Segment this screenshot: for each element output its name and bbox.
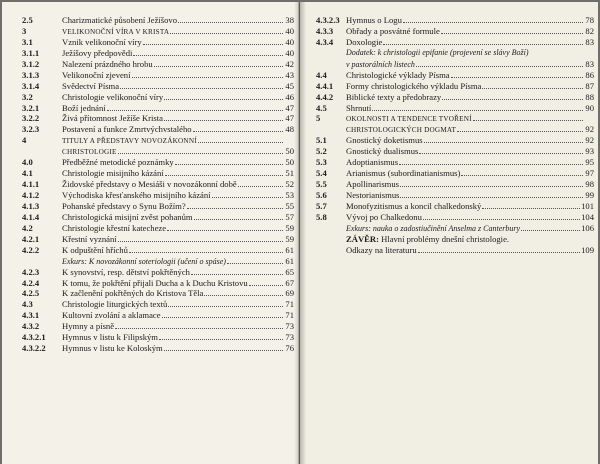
toc-entry-page: 47: [285, 113, 294, 124]
toc-entry-number: 4.1: [22, 168, 33, 179]
toc-entry-page: 73: [285, 321, 294, 332]
toc-entry-title: Exkurs: nauka o zadostiučinění Anselma z Canterbury: [346, 223, 521, 233]
toc-entry: [22, 278, 294, 289]
toc-entry-page: 53: [285, 190, 294, 200]
toc-leader-dots: [165, 168, 283, 176]
toc-leader-dots: [530, 48, 583, 55]
toc-entry-page: 95: [585, 157, 594, 168]
toc-entry-page: 71: [285, 299, 294, 310]
toc-entry-number: 4.2.3: [22, 266, 40, 277]
toc-entry-page: 92: [585, 135, 594, 146]
toc-entry-number: 3.2.2: [22, 113, 40, 124]
toc-entry-title: Nestorianismus: [346, 190, 400, 200]
toc-entry-number: 5.2: [316, 146, 327, 157]
toc-entry: [22, 179, 294, 190]
toc-entry: [22, 245, 294, 256]
toc-entry-number: 4.3.2.2: [22, 343, 46, 354]
toc-leader-dots: [168, 299, 283, 307]
right-page: [300, 2, 598, 464]
toc-entry-page: 109: [581, 244, 594, 255]
toc-leader-dots: [194, 212, 283, 220]
toc-entry-page: 46: [285, 91, 294, 102]
toc-leader-dots: [115, 321, 283, 329]
toc-entry: [316, 245, 594, 256]
toc-entry-number: 4.4.2: [316, 91, 334, 102]
toc-entry-number: 4.1.4: [22, 211, 40, 222]
toc-entry-number: 4.3.4: [316, 36, 334, 47]
toc-leader-dots: [204, 288, 283, 296]
toc-entry-title: Christologie křestní katecheze: [62, 222, 167, 233]
toc-leader-dots: [118, 146, 283, 154]
toc-entry-page: 98: [585, 179, 594, 190]
toc-entry-page: 83: [585, 36, 594, 47]
toc-entry-page: 40: [285, 36, 294, 47]
toc-entry: [22, 267, 294, 278]
toc-leader-dots: [118, 234, 283, 242]
toc-leader-dots: [191, 267, 283, 275]
toc-entry-title: Východiska křesťanského misijního kázání: [62, 190, 211, 200]
toc-entry: [316, 26, 594, 37]
toc-entry-page: 78: [585, 15, 594, 25]
toc-leader-dots: [441, 26, 583, 34]
toc-entry-page: 87: [585, 80, 594, 91]
toc-entry: [316, 124, 594, 135]
toc-entry-title: Předběžné metodické poznámky: [62, 157, 174, 168]
toc-entry-title: Biblické texty a předobrazy: [346, 91, 442, 102]
toc-entry-title: Charizmatické působení Ježíšovo: [62, 15, 178, 25]
toc-entry-page: 88: [585, 91, 594, 102]
toc-entry-title: K začlenění pokřtěných do Kristova Těla: [62, 288, 204, 299]
toc-entry-number: 2.5: [22, 15, 33, 25]
toc-entry-page: 61: [285, 255, 294, 266]
toc-entry-title: Christologické výklady Písma: [346, 69, 450, 80]
toc-leader-dots: [193, 124, 283, 132]
toc-entry-page: 99: [585, 190, 594, 200]
toc-entry-number: 3.2: [22, 91, 33, 102]
toc-entry: [22, 26, 294, 37]
toc-entry: [22, 103, 294, 114]
toc-entry-title: K synovství, resp. dětství pokřtěných: [62, 266, 190, 277]
toc-entry-title: Hymnus v listu k Filipským: [62, 332, 158, 343]
toc-entry: [316, 146, 594, 157]
toc-entry-page: 50: [285, 146, 294, 157]
toc-entry: [22, 113, 294, 124]
toc-entry-page: 67: [285, 277, 294, 288]
toc-entry: [22, 201, 294, 212]
toc-entry: [22, 48, 294, 59]
toc-entry-number: 4.1.2: [22, 190, 40, 200]
toc-entry-title: Doxologie: [346, 36, 383, 47]
toc-entry-title: Odkazy na literaturu: [346, 244, 417, 255]
toc-entry-page: 57: [285, 211, 294, 222]
toc-entry-number: 5.8: [316, 211, 327, 222]
toc-entry-page: 101: [581, 200, 594, 211]
toc-entry-title: Velikonoční zjevení: [62, 69, 131, 80]
toc-entry-number: 4.1.3: [22, 200, 40, 211]
toc-leader-dots: [187, 201, 283, 209]
toc-entry: [22, 92, 294, 103]
toc-entry-title: v pastorálních listech: [346, 59, 415, 69]
toc-leader-dots: [400, 179, 583, 187]
toc-entry-title: Hymnus v listu ke Koloským: [62, 343, 163, 354]
toc-entry-page: 83: [585, 58, 594, 69]
toc-entry: [22, 15, 294, 26]
toc-entry: [22, 135, 294, 146]
toc-entry: [22, 288, 294, 299]
toc-leader-dots: [167, 223, 283, 231]
toc-entry-page: 42: [285, 58, 294, 69]
toc-entry-title: Formy christologického výkladu Písma: [346, 80, 482, 91]
toc-entry-title: Ježíšovy předpovědi: [62, 47, 133, 58]
toc-entry-number: 4.2: [22, 222, 33, 233]
toc-leader-dots: [510, 235, 583, 242]
toc-leader-dots: [400, 190, 583, 198]
toc-entry-number: 5: [316, 113, 321, 124]
toc-entry-page: 51: [285, 168, 294, 179]
toc-entry: [22, 157, 294, 168]
toc-leader-dots: [482, 201, 580, 209]
toc-entry: [22, 190, 294, 201]
toc-entry-number: 4.2.5: [22, 288, 40, 299]
toc-entry: [22, 168, 294, 179]
toc-entry-title: ZÁVĚR: Hlavní problémy dnešní christologie.: [346, 233, 510, 244]
toc-entry-page: 82: [585, 25, 594, 36]
toc-entry: [316, 190, 594, 201]
toc-entry-title: CHRISTOLOGICKÝCH DOGMAT: [346, 126, 457, 135]
toc-leader-dots: [178, 15, 283, 23]
toc-entry: [316, 48, 594, 59]
toc-leader-dots: [482, 81, 583, 89]
toc-leader-dots: [372, 103, 583, 111]
toc-entry-title: Svědectví Písma: [62, 80, 120, 91]
toc-entry-title: Židovské představy o Mesiáši v novozákonní době: [62, 179, 237, 190]
toc-entry-title: Gnostický dualismus: [346, 146, 419, 157]
toc-entry: [316, 37, 594, 48]
toc-entry: [316, 15, 594, 26]
toc-entry-page: 40: [285, 47, 294, 58]
toc-leader-dots: [442, 92, 583, 100]
toc-entry-title: Exkurs: K novozákonní soteriologii (učení o spáse): [62, 256, 226, 266]
toc-leader-dots: [164, 343, 283, 351]
toc-entry-page: 55: [285, 200, 294, 211]
toc-entry-title: K tomu, že pokřtění přijali Ducha a k Duchu Kristovu: [62, 277, 248, 288]
toc-entry-title: Boží jednání: [62, 102, 106, 113]
toc-leader-dots: [164, 92, 283, 100]
toc-entry-number: 4: [22, 135, 27, 146]
toc-leader-dots: [451, 70, 583, 78]
toc-entry-title: Živá přítomnost Ježíše Krista: [62, 113, 163, 124]
toc-entry-number: 4.4.1: [316, 80, 334, 91]
toc-entry-number: 3.1.4: [22, 80, 40, 91]
toc-leader-dots: [198, 135, 283, 143]
toc-leader-dots: [129, 245, 283, 253]
toc-entry-title: VELIKONOČNÍ VÍRA V KRISTA: [62, 27, 170, 36]
left-page: [2, 2, 299, 464]
toc-leader-dots: [419, 146, 583, 154]
toc-entry-title: OKOLNOSTI A TENDENCE TVOŘENÍ: [346, 115, 472, 124]
toc-entry: [22, 310, 294, 321]
toc-entry-title: Pohanské představy o Synu Božím?: [62, 200, 186, 211]
toc-entry-page: 86: [585, 69, 594, 80]
toc-entry-number: 4.5: [316, 102, 327, 113]
toc-entry-number: 4.3.3: [316, 25, 334, 36]
toc-entry-page: 104: [581, 211, 594, 222]
toc-entry-page: 73: [285, 332, 294, 343]
toc-entry-title: Křestní vyznání: [62, 233, 117, 244]
toc-entry-number: 5.5: [316, 179, 327, 190]
toc-entry-number: 4.2.1: [22, 233, 40, 244]
toc-entry: [22, 81, 294, 92]
toc-entry-page: 43: [285, 69, 294, 80]
toc-entry: [22, 321, 294, 332]
toc-leader-dots: [473, 113, 583, 121]
toc-entry-number: 3.1.1: [22, 47, 40, 58]
toc-entry-number: 4.3: [22, 299, 33, 310]
toc-entry-page: 52: [285, 179, 294, 190]
toc-entry-title: Dodatek: k christologii epifanie (projevení se slávy Boží): [346, 47, 529, 57]
toc-entry-title: K odpuštění hříchů: [62, 244, 128, 255]
book-gutter: [294, 2, 306, 464]
toc-entry-page: 106: [581, 222, 594, 233]
toc-entry-page: 59: [285, 233, 294, 244]
toc-entry-number: 5.7: [316, 200, 327, 211]
toc-leader-dots: [164, 113, 283, 121]
toc-entry-number: 3.1.2: [22, 58, 40, 69]
toc-entry-title: Hymnus o Logu: [346, 15, 402, 25]
toc-entry-page: 69: [285, 288, 294, 299]
toc-entry-title: Gnostický doketismus: [346, 135, 423, 146]
toc-entry-number: 5.1: [316, 135, 327, 146]
toc-entry-page: 76: [285, 343, 294, 354]
toc-entry-title: Christologie misijního kázání: [62, 168, 164, 179]
toc-entry-page: 71: [285, 310, 294, 321]
toc-leader-dots: [159, 332, 283, 340]
toc-entry: [316, 81, 594, 92]
toc-entry-page: 93: [585, 146, 594, 157]
toc-entry: [22, 37, 294, 48]
toc-leader-dots: [238, 179, 283, 187]
toc-entry-number: 5.6: [316, 190, 327, 200]
toc-entry-number: 4.1.1: [22, 179, 40, 190]
toc-entry-page: 92: [585, 124, 594, 135]
toc-leader-dots: [133, 48, 283, 56]
toc-entry-number: 3.1.3: [22, 69, 40, 80]
toc-entry-page: 59: [285, 222, 294, 233]
toc-entry: [316, 168, 594, 179]
toc-leader-dots: [227, 256, 283, 264]
toc-entry-title: Christologická misijní zvěst pohanům: [62, 211, 193, 222]
toc-entry-title: Monofyzitismus a koncil chalkedonský: [346, 200, 482, 211]
toc-entry-title: Kultovní zvolání a aklamace: [62, 310, 161, 321]
toc-leader-dots: [249, 278, 283, 286]
toc-entry-title: Shrnutí: [346, 102, 372, 113]
toc-entry: [316, 179, 594, 190]
toc-entry-title: Nalezení prázdného hrobu: [62, 58, 153, 69]
toc-entry: [316, 234, 594, 245]
toc-leader-dots: [212, 190, 283, 198]
toc-entry: [22, 124, 294, 135]
toc-leader-dots: [461, 168, 583, 176]
toc-entry-number: 3.2.3: [22, 124, 40, 135]
toc-entry: [316, 59, 594, 70]
toc-entry-title: Christologie velikonoční víry: [62, 91, 164, 102]
toc-entry-title: Vývoj po Chalkedonu: [346, 211, 422, 222]
toc-entry-title: Hymny a písně: [62, 321, 115, 332]
toc-leader-dots: [424, 135, 583, 143]
toc-entry-page: 40: [285, 25, 294, 36]
toc-entry-title: Arianismus (subordinatianismus): [346, 168, 461, 179]
toc-entry-number: 4.0: [22, 157, 33, 168]
toc-left: [22, 15, 294, 354]
toc-entry-page: 61: [285, 244, 294, 255]
toc-leader-dots: [132, 70, 284, 78]
toc-leader-dots: [399, 157, 583, 165]
toc-entry: [316, 103, 594, 114]
toc-entry-number: 4.3.2: [22, 321, 40, 332]
toc-leader-dots: [175, 157, 283, 165]
toc-entry: [22, 212, 294, 223]
toc-entry-title: TITULY A PŘEDSTAVY NOVOZÁKONNÍ: [62, 137, 197, 146]
toc-entry: [316, 157, 594, 168]
toc-entry: [22, 223, 294, 234]
toc-entry: [22, 256, 294, 267]
toc-entry-title: Adoptianismus: [346, 157, 399, 168]
toc-entry: [316, 201, 594, 212]
toc-entry: [22, 146, 294, 157]
toc-entry-page: 65: [285, 266, 294, 277]
toc-entry-number: 4.2.2: [22, 244, 40, 255]
toc-right: [316, 15, 594, 256]
toc-entry-title: Postavení a funkce Zmrtvýchvstalého: [62, 124, 192, 135]
toc-entry-number: 5.4: [316, 168, 327, 179]
toc-leader-dots: [170, 26, 283, 34]
toc-leader-dots: [154, 59, 283, 67]
toc-entry-title: Christologie liturgických textů: [62, 299, 168, 310]
toc-entry: [316, 223, 594, 234]
toc-entry: [316, 135, 594, 146]
toc-entry: [22, 70, 294, 81]
toc-leader-dots: [418, 245, 580, 253]
toc-entry: [316, 70, 594, 81]
toc-entry-number: 4.4: [316, 69, 327, 80]
toc-entry-number: 4.3.2.3: [316, 15, 340, 25]
toc-leader-dots: [120, 81, 283, 89]
toc-leader-dots: [416, 59, 583, 67]
toc-entry-number: 3.1: [22, 36, 33, 47]
toc-entry-number: 4.2.4: [22, 277, 40, 288]
toc-leader-dots: [143, 37, 283, 45]
toc-entry-title: Apollinarismus: [346, 179, 399, 190]
toc-entry-title: CHRISTOLOGIE: [62, 148, 117, 157]
toc-entry-number: 3: [22, 25, 27, 36]
toc-leader-dots: [403, 15, 583, 23]
toc-leader-dots: [521, 223, 580, 231]
toc-entry-page: 97: [585, 168, 594, 179]
toc-entry: [316, 92, 594, 103]
toc-entry-page: 38: [285, 15, 294, 25]
toc-entry-number: 4.3.2.1: [22, 332, 46, 343]
toc-entry-title: Obřady a posvátné formule: [346, 25, 440, 36]
toc-entry-number: 5.3: [316, 157, 327, 168]
toc-entry-page: 45: [285, 80, 294, 91]
toc-leader-dots: [162, 310, 283, 318]
toc-entry-page: 90: [585, 102, 594, 113]
toc-entry: [316, 113, 594, 124]
toc-entry-number: 4.3.1: [22, 310, 40, 321]
toc-entry: [22, 59, 294, 70]
toc-leader-dots: [383, 37, 583, 45]
toc-entry-page: 47: [285, 102, 294, 113]
toc-leader-dots: [423, 212, 580, 220]
toc-leader-dots: [457, 124, 583, 132]
toc-entry: [316, 212, 594, 223]
toc-entry-title: Vznik velikonoční víry: [62, 36, 142, 47]
toc-leader-dots: [107, 103, 283, 111]
toc-entry: [22, 299, 294, 310]
toc-entry: [22, 234, 294, 245]
toc-entry-page: 50: [285, 157, 294, 168]
toc-entry: [22, 343, 294, 354]
toc-entry-number: 3.2.1: [22, 102, 40, 113]
toc-entry-page: 48: [285, 124, 294, 135]
toc-entry: [22, 332, 294, 343]
